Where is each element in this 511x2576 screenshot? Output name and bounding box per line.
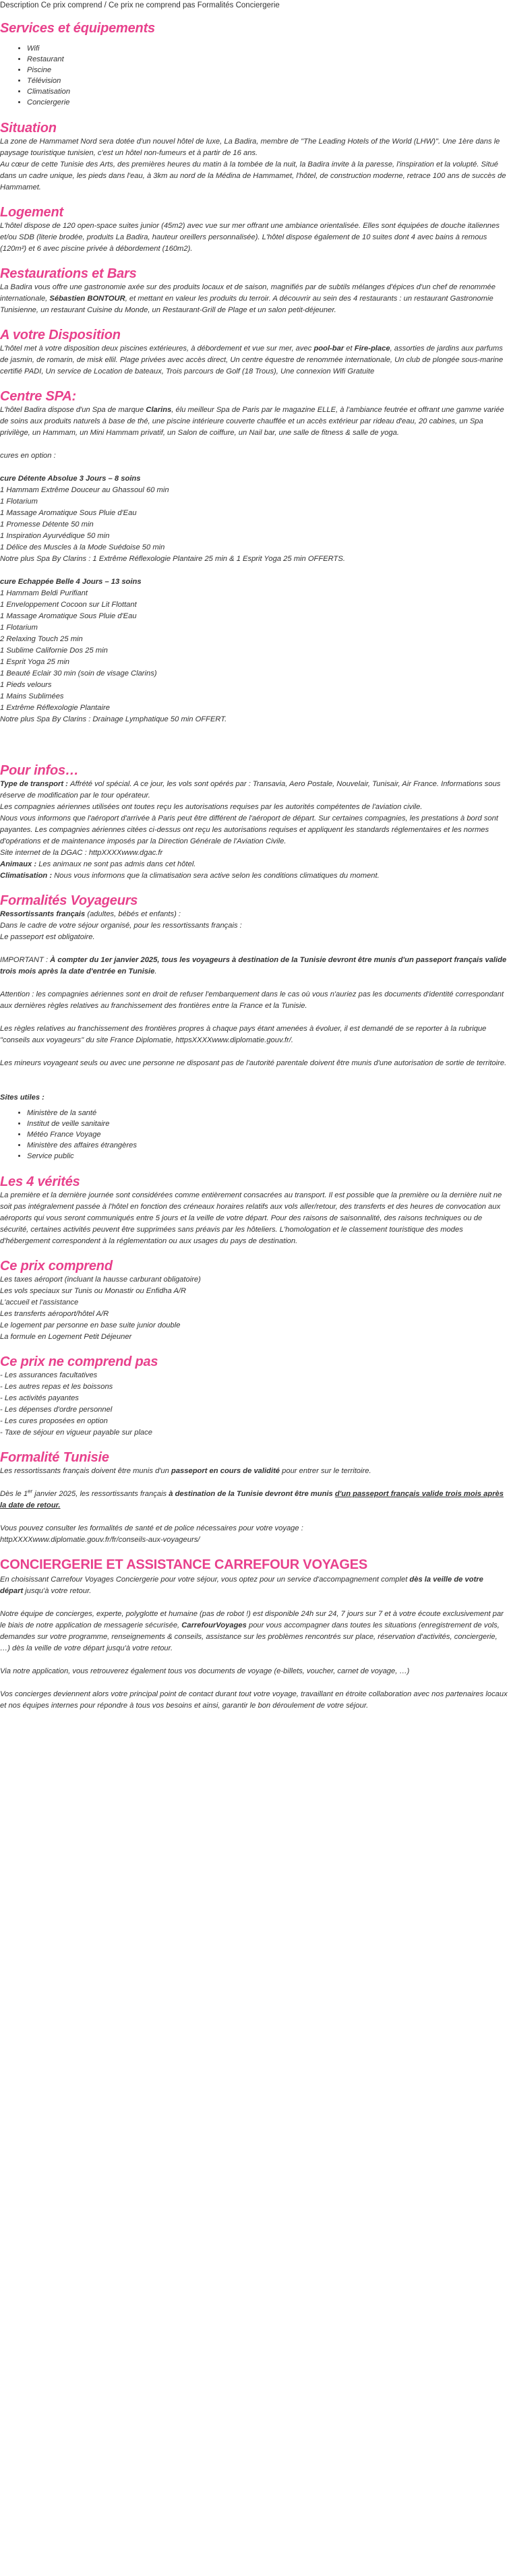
formalite-tunisie-title: Formalité Tunisie	[0, 1450, 109, 1465]
list-item: 1 Hammam Beldi Purifiant	[0, 589, 88, 597]
site-link[interactable]: • Météo France Voyage	[27, 1129, 508, 1140]
formalites-line: Le passeport est obligatoire.	[0, 933, 95, 941]
list-item: 1 Flotarium	[0, 624, 38, 632]
cure2-note: Notre plus Spa By Clarins : Drainage Lymphatique 50 min OFFERT.	[0, 715, 227, 723]
site-link[interactable]: • Ministère de la santé	[27, 1108, 508, 1118]
clim-text: Climatisation : Nous vous informons que la climatisation sera active selon les conditions climatiques du moment.	[0, 872, 380, 880]
carrefour-text-2: Notre équipe de concierges, experte, polyglotte et humaine (pas de robot !) est disponible 24h sur 24, 7 jours sur 7 et à votre écoute exclusivement par le biais de notre application de messagerie sécurisée, CarrefourVoyages pour vous accompagner dans toutes les situations (enregistrement de vols, demandes sur votre programme, renseignements & conseils, assistance sur les problèmes rencontrés sur place, réservation d'activités, conciergerie, …) dès la veille de votre départ jusqu'à votre retour.	[0, 1610, 504, 1652]
situation-text-2: Au cœur de cette Tunisie des Arts, des premières heures du matin à la tombée de la nuit, la Badira invite à la paresse, l'inspiration et la volupté. Situé dans un cadre unique, les pieds dans l'eau, à 3km au nord de la Médina de Hammamet, l'hôtel, de construction moderne, retrace 100 ans de succès de Hammamet.	[0, 160, 506, 191]
list-item: • Télévision	[27, 76, 508, 86]
sites-label: Sites utiles :	[0, 1094, 44, 1102]
list-item: - Les activités payantes	[0, 1394, 79, 1402]
breadcrumb: Description Ce prix comprend / Ce prix ne comprend pas Formalités Conciergerie	[0, 1, 280, 9]
list-item: 1 Inspiration Ayurvédique 50 min	[0, 532, 110, 540]
site-link[interactable]: • Ministère des affaires étrangères	[27, 1140, 508, 1151]
list-item: - Les cures proposées en option	[0, 1417, 108, 1425]
situation-text-1: La zone de Hammamet Nord sera dotée d'un nouvel hôtel de luxe, La Badira, membre de "The Leading Hotels of the World (LHW)". Une 1ère dans le paysage touristique tunisien, c'est un hôtel non-fumeurs et à partir de 16 ans.	[0, 138, 500, 157]
cure1-note: Notre plus Spa By Clarins : 1 Extrême Réflexologie Plantaire 25 min & 1 Esprit Yoga 25 min OFFERTS.	[0, 555, 345, 563]
site-link[interactable]: • Institut de veille sanitaire	[27, 1118, 508, 1129]
list-item: Les vols speciaux sur Tunis ou Monastir ou Enfidha A/R	[0, 1287, 187, 1295]
list-item: • Wifi	[27, 43, 508, 54]
list-item: • Piscine	[27, 65, 508, 76]
important-text: IMPORTANT : À compter du 1er janvier 2025, tous les voyageurs à destination de la Tunisie devront être munis d'un passeport français valide trois mois après la date d'entrée en Tunisie.	[0, 956, 507, 976]
chef-name: Sébastien BONTOUR	[49, 295, 125, 303]
infos-line: Les compagnies aériennes utilisées ont toutes reçu les autorisations requises par les autorités compétentes de l'aviation civile.	[0, 803, 423, 811]
disposition-text: L'hôtel met à votre disposition deux piscines extérieures, à débordement et vue sur mer, avec pool-bar et Fire-place, assorties de jardins aux parfums de jasmin, de romarin, de misk ellil. Plage privées avec accès direct, Un centre équestre de renommée internationale, Un club de plongée sous-marine certifié PADI, Un service de Location de bateaux, Trois parcours de Golf (18 Trous), Une connexion Wifi Gratuite	[0, 345, 504, 376]
list-item: - Les dépenses d'ordre personnel	[0, 1406, 113, 1414]
services-list	[0, 43, 508, 108]
tunisie-text-1: Les ressortissants français doivent être munis d'un passeport en cours de validité pour entrer sur le territoire.	[0, 1467, 371, 1475]
formalites-line: Dans le cadre de votre séjour organisé, pour les ressortissants français :	[0, 922, 242, 930]
carrefour-text-3: Via notre application, vous retrouverez également tous vos documents de voyage (e-billets, voucher, carnet de voyage, …)	[0, 1667, 410, 1675]
verites-title: Les 4 vérités	[0, 1174, 80, 1189]
verites-text: La première et la dernière journée sont considérées comme entièrement consacrées au transport. Il est possible que la première ou la dernière nuit ne soit pas intégralement passée à l'hôtel en fonction des créneaux horaires relatifs aux vols aller/retour, des transferts et des heures de convocation aux aéroports qui vous seront communiqués entre 5 jours et la veille de votre départ. Pour des raisons de saisonnalité, des raisons techniques ou de sécurité, certaines activités peuvent être supprimées sans préavis par les hôteliers. L'homologation et le classement touristique des modes d'hébergement correspondent à la réglementation ou aux usages du pays de destination.	[0, 1191, 502, 1245]
transport-text: Type de transport : Affrété vol spécial. A ce jour, les vols sont opérés par : Transavia, Aero Postale, Nouvelair, Tunisair, Air France. Informations sous réserve de modification par le tour opérateur.	[0, 780, 501, 800]
sites-list	[0, 1108, 508, 1162]
list-item: - Les autres repas et les boissons	[0, 1383, 113, 1391]
site-link[interactable]: • Service public	[27, 1151, 508, 1162]
list-item: • Conciergerie	[27, 97, 508, 108]
infos-line: Nous vous informons que l'aéroport d'arrivée à Paris peut être différent de l'aéroport de départ. Sur certaines compagnies, les prestations à bord sont payantes. Les compagnies aériennes citées ci-dessus ont reçu les autorisations requises et appliquent les standards réglementaires et les normes d'opérations et de maintenance imposés par la Direction Générale de l'Aviation Civile.	[0, 814, 498, 845]
list-item: L'accueil et l'assistance	[0, 1298, 79, 1307]
list-item: 1 Extrême Réflexologie Plantaire	[0, 704, 110, 712]
logement-title: Logement	[0, 205, 63, 220]
spa-text: L'hôtel Badira dispose d'un Spa de marque Clarins, élu meilleur Spa de Paris par le magazine ELLE, à l'ambiance feutrée et offrant une gamme variée de soins aux produits naturels à base de thé, une piscine intérieure couverte chauffée et un accès extérieur par rideau d'eau, 20 cabines, un Spa privilège, un Hammam, un Mini Hammam privatif, un Salon de coiffure, un Nail bar, une salle de fitness & salle de yoga.	[0, 406, 504, 437]
carrefour-text-4: Vos concierges deviennent alors votre principal point de contact durant tout votre voyage, travaillant en étroite collaboration avec nos partenaires locaux et nos équipes internes pour répondre à tous vos besoins et ainsi, garantir le bon déroulement de votre séjour.	[0, 1690, 508, 1710]
list-item: 1 Promesse Détente 50 min	[0, 520, 94, 529]
cure2-title: cure Echappée Belle 4 Jours – 13 soins	[0, 578, 142, 586]
restauration-title: Restaurations et Bars	[0, 266, 137, 281]
logement-text: L'hôtel dispose de 120 open-space suites junior (45m2) avec vue sur mer offrant une ambiance orientalisée. Elles sont équipées de douche italiennes et/ou SDB (literie brodée, produits La Badira, hauteur oreillers personnalisée). L'hôtel dispose également de 10 suites dont 4 avec bains à remous (120m²) et 6 avec piscine privée à débordement (160m2).	[0, 222, 500, 253]
situation-title: Situation	[0, 121, 57, 136]
list-item: • Climatisation	[27, 86, 508, 97]
list-item: 1 Massage Aromatique Sous Pluie d'Eau	[0, 612, 137, 620]
restauration-text: La Badira vous offre une gastronomie axée sur des produits locaux et de saison, magnifiés par de subtils mélanges d'épices d'un chef de renommée internationale, Sébastien BONTOUR, et mettant en valeur les produits du terroir. A découvrir au sein des 4 restaurants : un restaurant Gastronomie Tunisienne, un restaurant Cuisine du Monde, un Restaurant-Grill de Plage et un salon petit-déjeuner.	[0, 283, 495, 314]
list-item: 1 Pieds velours	[0, 681, 52, 689]
list-item: 1 Délice des Muscles à la Mode Suédoise 50 min	[0, 543, 165, 551]
list-item: 2 Relaxing Touch 25 min	[0, 635, 83, 643]
tunisie-text-2: Dès le 1er janvier 2025, les ressortissants français à destination de la Tunisie devront être munis d'un passeport français valide trois mois après la date de retour.	[0, 1488, 504, 1509]
regles-text: Les règles relatives au franchissement des frontières propres à chaque pays étant amenées à évoluer, il est demandé de se reporter à la rubrique "conseils aux voyageurs" du site France Diplomatie, httpsXXXXwww.diplomatie.gouv.fr/.	[0, 1025, 487, 1044]
list-item: Le logement par personne en base suite junior double	[0, 1321, 181, 1329]
list-item: - Taxe de séjour en vigueur payable sur place	[0, 1429, 152, 1437]
cure1-title: cure Détente Absolue 3 Jours – 8 soins	[0, 475, 141, 483]
attention-text: Attention : les compagnies aériennes sont en droit de refuser l'embarquement dans le cas où vous n'auriez pas les documents d'identité correspondant aux dernières règles relatives au franchissement des frontières entre la France et la Tunisie.	[0, 990, 504, 1010]
infos-title: Pour infos…	[0, 763, 79, 778]
list-item: Les transferts aéroport/hôtel A/R	[0, 1310, 109, 1318]
ressortissants-label: Ressortissants français (adultes, bébés et enfants) :	[0, 910, 181, 918]
list-item: 1 Beauté Eclair 30 min (soin de visage Clarins)	[0, 669, 157, 678]
list-item: 1 Enveloppement Cocoon sur Lit Flottant	[0, 601, 137, 609]
mineurs-text: Les mineurs voyageant seuls ou avec une personne ne disposant pas de l'autorité parentale doivent être munis d'une autorisation de sortie de territoire.	[0, 1059, 507, 1067]
diplomatie-link[interactable]: httpXXXXwww.diplomatie.gouv.fr/fr/conseils-aux-voyageurs/	[0, 1536, 200, 1544]
ne-comprend-title: Ce prix ne comprend pas	[0, 1354, 158, 1369]
spa-title: Centre SPA:	[0, 389, 77, 404]
services-title: Services et équipements	[0, 21, 155, 36]
list-item: 1 Hammam Extrême Douceur au Ghassoul 60 min	[0, 486, 169, 494]
comprend-title: Ce prix comprend	[0, 1259, 113, 1274]
animaux-text: Animaux : Les animaux ne sont pas admis dans cet hôtel.	[0, 860, 196, 868]
list-item: Les taxes aéroport (incluant la hausse carburant obligatoire)	[0, 1276, 201, 1284]
spa-brand: Clarins	[146, 406, 172, 414]
dgac-link: Site internet de la DGAC : httpXXXXwww.dgac.fr	[0, 849, 163, 857]
list-item: 1 Flotarium	[0, 498, 38, 506]
tunisie-text-3: Vous pouvez consulter les formalités de santé et de police nécessaires pour votre voyage :	[0, 1524, 303, 1532]
carrefour-title: CONCIERGERIE ET ASSISTANCE CARREFOUR VOYAGES	[0, 1557, 367, 1572]
list-item: 1 Esprit Yoga 25 min	[0, 658, 70, 666]
list-item: 1 Mains Sublimées	[0, 692, 64, 700]
list-item: La formule en Logement Petit Déjeuner	[0, 1333, 132, 1341]
cures-intro: cures en option :	[0, 452, 56, 460]
list-item: 1 Massage Aromatique Sous Pluie d'Eau	[0, 509, 137, 517]
disposition-title: A votre Disposition	[0, 328, 121, 342]
list-item: • Restaurant	[27, 54, 508, 65]
list-item: 1 Sublime Californie Dos 25 min	[0, 647, 108, 655]
list-item: - Les assurances facultatives	[0, 1371, 98, 1379]
carrefour-text-1: En choisissant Carrefour Voyages Conciergerie pour votre séjour, vous optez pour un service d'accompagnement complet dès la veille de votre départ jusqu'à votre retour.	[0, 1576, 483, 1595]
formalites-title: Formalités Voyageurs	[0, 893, 138, 908]
